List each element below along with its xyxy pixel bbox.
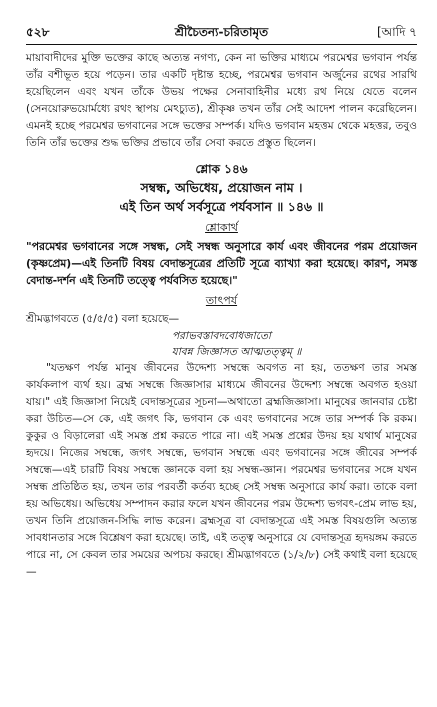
verse-heading: শ্লোক ১৪৬ — [195, 162, 248, 176]
page-body — [26, 50, 417, 581]
verse-line-1: সম্বন্ধ, অভিধেয়, প্রয়োজন নাম । — [140, 180, 303, 195]
purport-intro: শ্রীমদ্ভাগবতে (৫/৫/৫) বলা হয়েছে— — [26, 313, 180, 325]
chapter-label: [আদি ৭ — [376, 25, 417, 39]
purport-paragraph: "যতক্ষণ পর্যন্ত মানুষ জীবনের উদ্দেশ্য সম্বন্ধে অবগত না হয়, ততক্ষণ তার সমস্ত কার্যকলাপ ব্যর্থ হয়। ব্রহ্ম সম্বন্ধে জিজ্ঞাসার মাধ্যমে জীবনের উদ্দেশ্য সম্বন্ধে অবগত হওয়া যায়।" এই জিজ্ঞাসা নিয়েই বেদান্তসূত্রের সূচনা—অথাতো ব্রহ্মজিজ্ঞাসা। মানুষের জানবার চেষ্টা করা উচিত—সে কে, এই জগৎ কি, ভগবান কে এবং ভগবানের সঙ্গে তার সম্পর্ক কি রকম। কুকুর ও বিড়ালেরা এই সমস্ত প্রশ্ন করতে পারে না। এই সমস্ত প্রশ্নের উদয় হয় যথার্থ মানুষের হৃদয়ে। নিজের সম্বন্ধে, জগৎ সম্বন্ধে, ভগবান সম্বন্ধে এবং ভগবানের সঙ্গে জীবের সম্পর্ক সম্বন্ধে—এই চারটি বিষয় সম্বন্ধে জ্ঞানকে বলা হয় সম্বন্ধ-জ্ঞান। পরমেশ্বর ভগবানের সঙ্গে যখন সম্বন্ধ প্রতিষ্ঠিত হয়, তখন তার পরবর্তী কর্তব্য হচ্ছে সেই সম্বন্ধ অনুসারে কার্য করা। তাকে বলা হয় অভিধেয়। অভিধেয় সম্পাদন করার ফলে যখন জীবনের পরম উদ্দেশ্য ভগবৎ-প্রেম লাভ হয়, তখন তিনি প্রয়োজন-সিদ্ধি লাভ করেন। ব্রহ্মসূত্র বা বেদান্তসূত্রে এই সমস্ত বিষয়গুলি অত্যন্ত সাবধানতার সঙ্গে বিশ্লেষণ করা হয়েছে। তাই, এই তত্ত্ব অনুসারে যে বেদান্তসূত্র হৃদয়ঙ্গম করতে পারে না, সে কেবল তার সময়ের অপচয় করছে। শ্রীমদ্ভাগবতে (১/২/৮) সেই কথাই বলা হয়েছে— — [26, 362, 417, 578]
translation-text: "পরমেশ্বর ভগবানের সঙ্গে সম্বন্ধ, সেই সম্বন্ধ অনুসারে কার্য এবং জীবনের পরম প্রয়োজন (কৃষ্ণপ্রেম)—এই তিনটি বিষয় বেদান্তসূত্রের প্রতিটি সূত্রে ব্যাখ্যা করা হয়েছে। কারণ, সমস্ত বেদান্ত-দর্শন এই তিনটি তত্ত্বে পর্যবসিত হয়েছে।" — [26, 240, 417, 287]
translation-heading: শ্লোকার্থ — [205, 221, 238, 234]
quote-line-2: যাবন্ন জিজ্ঞাসত আত্মতত্ত্বম্ ॥ — [171, 346, 302, 358]
page-header — [26, 24, 417, 42]
paragraph-1: মায়াবাদীদের মুক্তি ভক্তের কাছে অত্যন্ত নগণ্য, কেন না ভক্তির মাধ্যমে পরমেশ্বর ভগবান পর্যন্ত তাঁর বশীভূত হয়ে পড়েন। তার একটি দৃষ্টান্ত হচ্ছে, পরমেশ্বর ভগবান অর্জুনের রথের সারথি হয়েছিলেন এবং যখন তাঁকে উভয় পক্ষের সেনাবাহিনীর মধ্যে রথ নিয়ে যেতে বলেন (সেনয়োরুভয়োর্মধ্যে রথং স্থাপয় মেঽচ্যুত), শ্রীকৃষ্ণ তখন তাঁর সেই আদেশ পালন করেছিলেন। এমনই হচ্ছে পরমেশ্বর ভগবানের সঙ্গে ভক্তের সম্পর্ক। যদিও ভগবান মহত্তম থেকে মহত্তর, তবুও তিনি তাঁর ভক্তের শুদ্ধ ভক্তির প্রভাবে তাঁর সেবা করতে প্রস্তুত ছিলেন। — [26, 52, 417, 149]
verse-line-2: এই তিন অর্থ সর্বসূত্রে পর্যবসান ॥ ১৪৬ ॥ — [119, 199, 324, 214]
header-rule — [26, 44, 417, 45]
page-number: ৫২৮ — [26, 25, 50, 39]
purport-heading: তাৎপর্য — [205, 294, 238, 307]
quote-line-1: পরাভবস্তাবদবোধজাতো — [171, 330, 272, 342]
page-title: শ্রীচৈতন্য-চরিতামৃত — [174, 25, 269, 39]
